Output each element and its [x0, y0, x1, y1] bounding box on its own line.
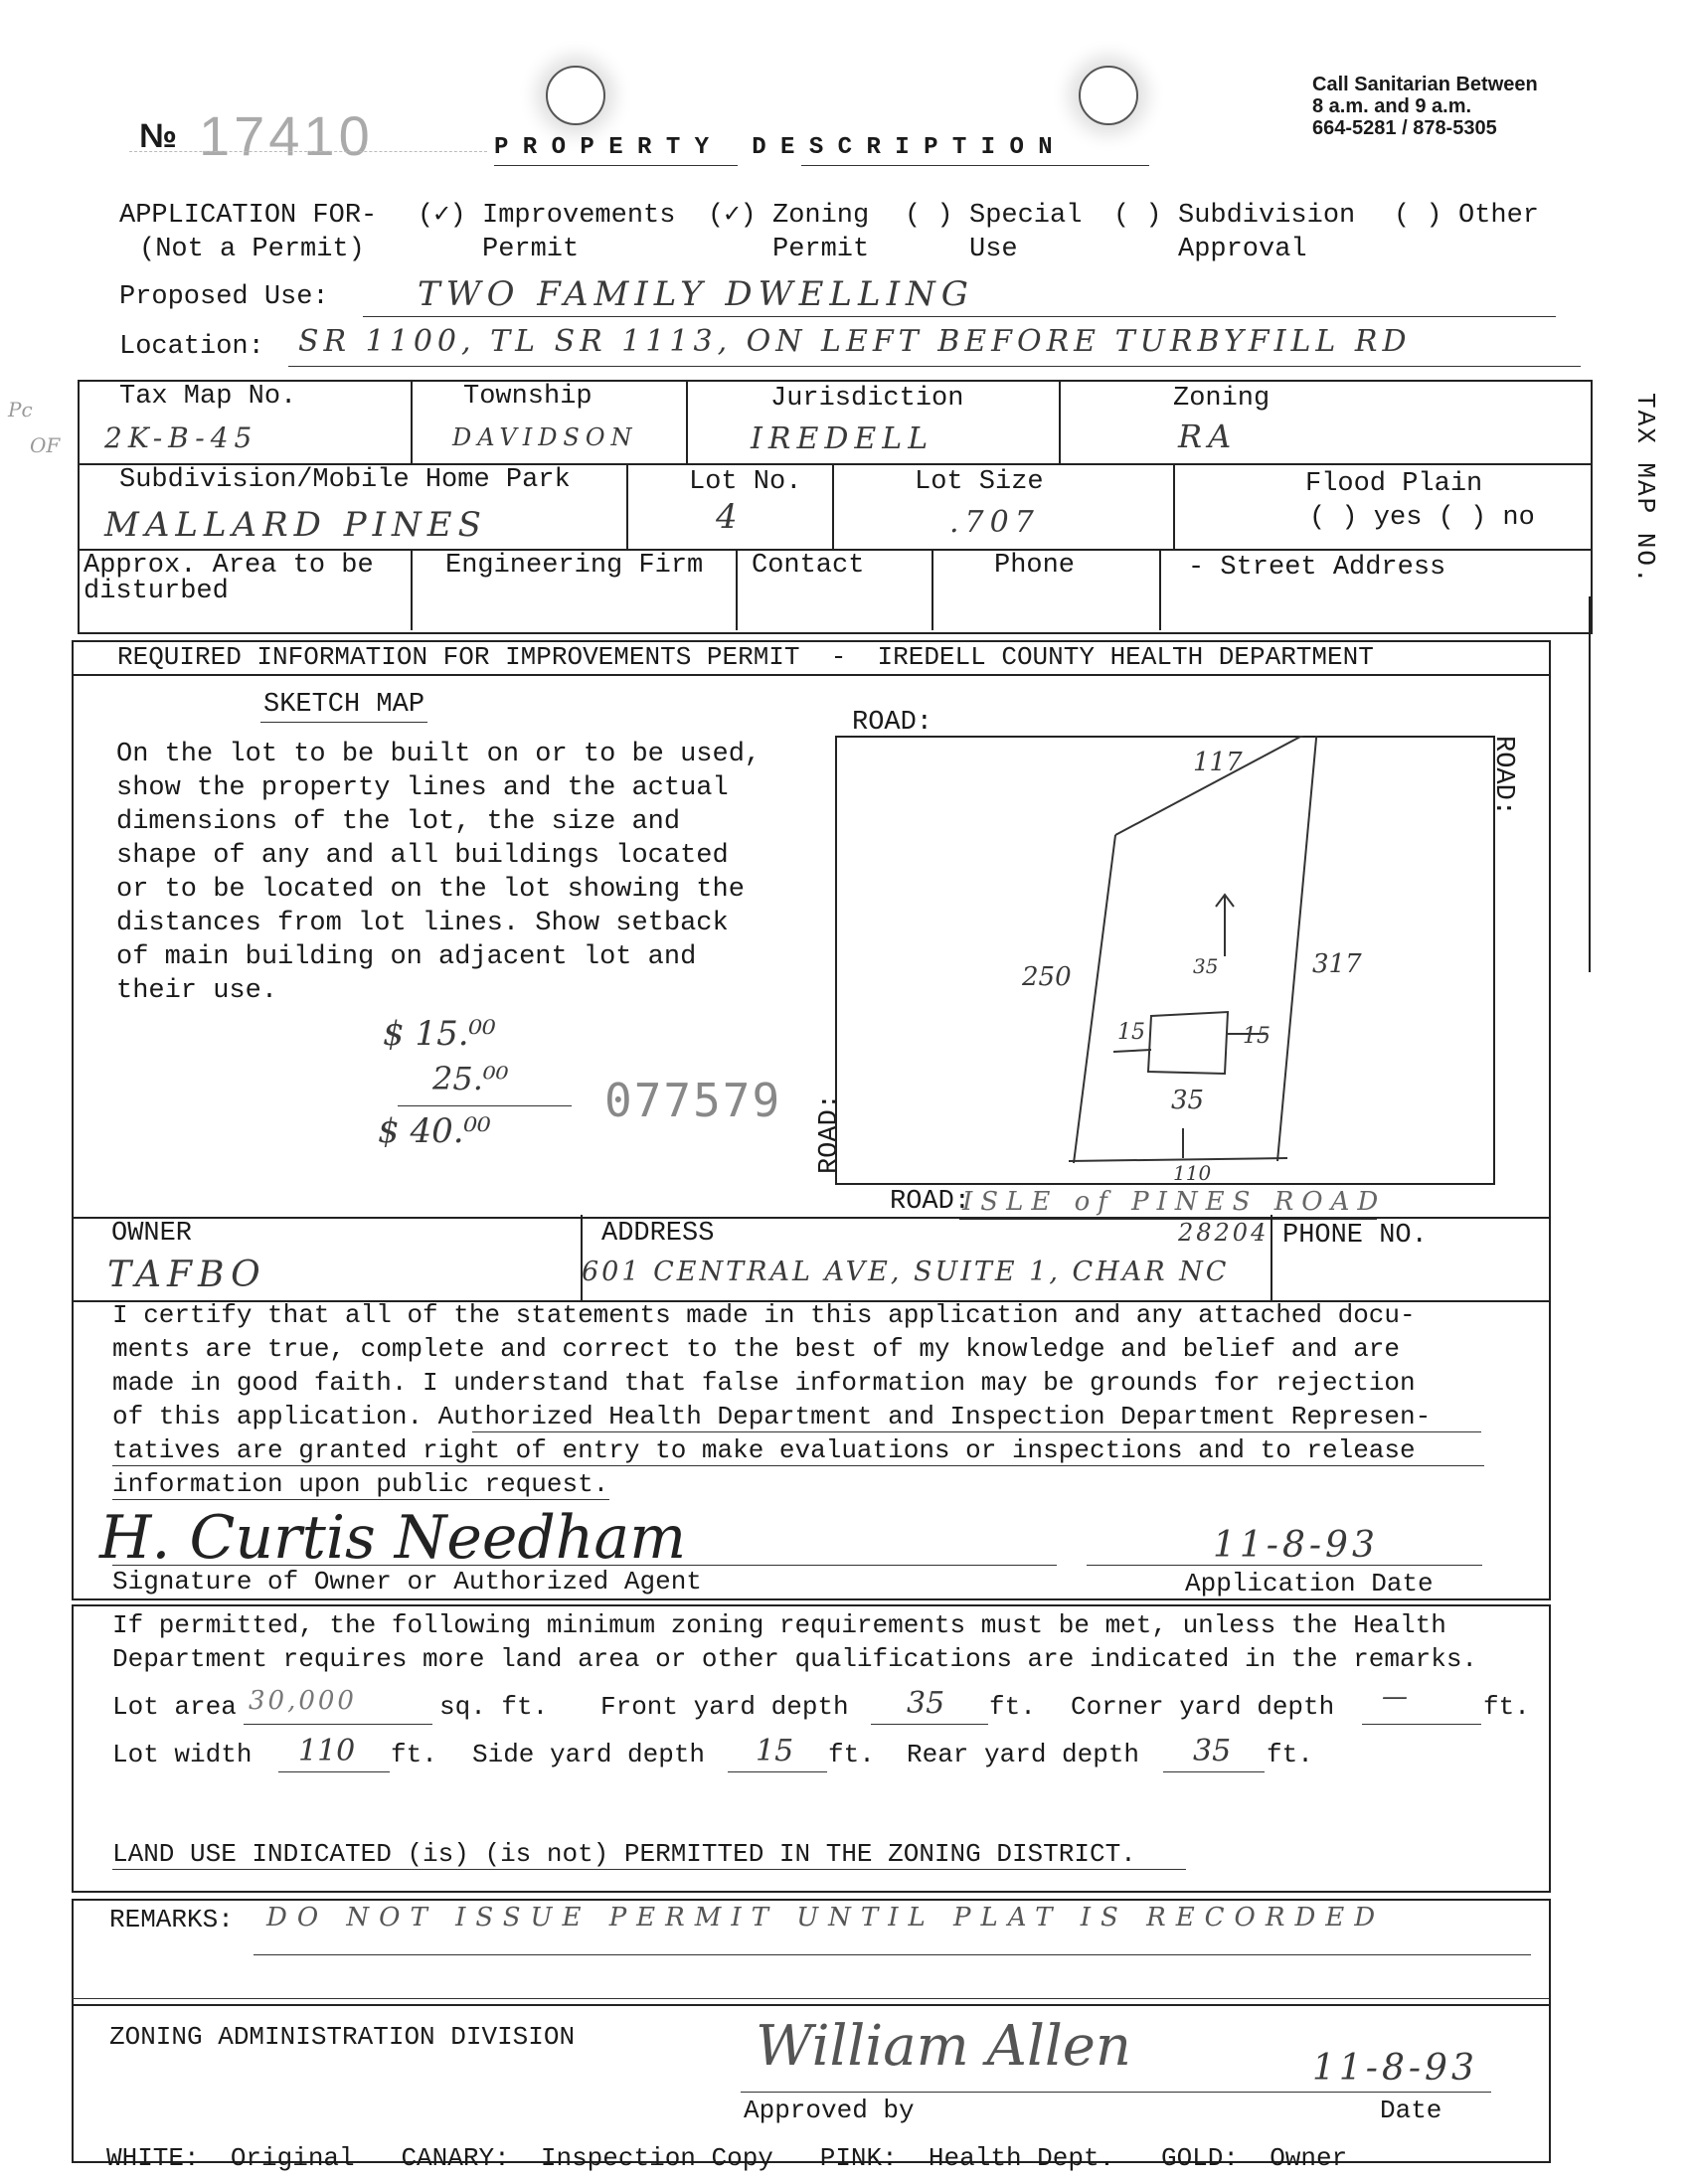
- application-date-value[interactable]: 11-8-93: [1213, 1525, 1379, 1566]
- call-line-1: Call Sanitarian Between: [1312, 74, 1538, 95]
- flood-plain-label: Flood Plain: [1305, 469, 1483, 499]
- date-line: [1087, 1565, 1482, 1566]
- tax-map-side-label: TAX MAP NO.: [1630, 393, 1660, 586]
- rear-yard-line: [1163, 1771, 1265, 1772]
- building-footprint: [1148, 1012, 1228, 1074]
- form-number: 17410: [199, 104, 374, 167]
- contact-label: Contact: [752, 551, 865, 581]
- grid-col-divider-10: [1159, 549, 1161, 630]
- road-left-label: ROAD:: [815, 1093, 845, 1175]
- zoning-intro-2: Department requires more land area or other qualifications are indicated in the remarks.: [112, 1644, 1478, 1674]
- cert-line: of this application. Authorized Health Department and Inspection Department Represen-: [112, 1402, 1432, 1431]
- road-bottom-value[interactable]: ISLE of PINES ROAD: [962, 1187, 1387, 1217]
- location-value[interactable]: SR 1100, TL SR 1113, ON LEFT BEFORE TURBYFILL RD: [298, 324, 1412, 359]
- cert-underline-3: [112, 1499, 609, 1500]
- grid-col-divider-2: [686, 380, 688, 463]
- other-checkbox[interactable]: ( ): [1394, 201, 1442, 231]
- tax-map-value[interactable]: 2K-B-45: [104, 421, 258, 454]
- punch-hole-right: [1079, 66, 1138, 125]
- lot-width-line: [278, 1771, 390, 1772]
- form-title: P R O P E R T Y D E S C R I P T I O N: [494, 134, 1053, 161]
- instruction-line: dimensions of the lot, the size and: [116, 807, 681, 837]
- application-date-label: Application Date: [1185, 1569, 1434, 1598]
- location-label: Location:: [119, 332, 264, 362]
- zoning-district-value[interactable]: RA: [1178, 418, 1238, 455]
- township-value[interactable]: DAVIDSON: [452, 423, 638, 451]
- left-setback-line: [1113, 1050, 1151, 1052]
- owner-signature[interactable]: H. Curtis Needham: [99, 1503, 687, 1573]
- grid-col-divider-7: [411, 549, 413, 630]
- other-label: Other: [1458, 201, 1540, 231]
- side-yard-label: Side yard depth: [472, 1740, 706, 1769]
- subdivision-park-label: Subdivision/Mobile Home Park: [119, 465, 571, 495]
- dim-left: 250: [1022, 962, 1072, 992]
- form-number-symbol: №: [139, 117, 177, 155]
- approved-by-label: Approved by: [744, 2096, 915, 2125]
- sketch-instructions: [116, 738, 761, 1008]
- grid-col-divider-3: [1059, 380, 1061, 463]
- punch-hole-left: [546, 66, 605, 125]
- remarks-divider: [72, 2004, 1549, 2006]
- proposed-use-line: [363, 316, 1556, 317]
- remarks-line-2: [72, 1998, 1549, 1999]
- call-line-3: 664-5281 / 878-5305: [1312, 117, 1497, 139]
- dim-side-right: 15: [1243, 1024, 1270, 1049]
- lot-line-right: [1277, 736, 1317, 1161]
- lot-width-label: Lot width: [112, 1740, 253, 1769]
- header-dashed-line: [129, 151, 487, 152]
- side-yard-line: [728, 1771, 827, 1772]
- land-use-underline: [112, 1869, 1186, 1870]
- dim-front: 35: [1171, 1086, 1205, 1115]
- lot-width-ft-label: ft.: [391, 1740, 437, 1769]
- approval-label: Approval: [1178, 235, 1307, 264]
- application-for-label: APPLICATION FOR-: [119, 201, 378, 231]
- proposed-use-value[interactable]: TWO FAMILY DWELLING: [418, 274, 974, 314]
- flood-plain-options[interactable]: ( ) yes ( ) no: [1309, 503, 1535, 533]
- sketch-map-title-underline: [260, 722, 427, 723]
- road-top-label: ROAD:: [852, 708, 933, 738]
- improvements-label: Improvements: [482, 201, 676, 231]
- sketch-map-title: SKETCH MAP: [263, 690, 425, 720]
- tax-map-side-line: [1589, 596, 1591, 972]
- sq-ft-label: sq. ft.: [439, 1692, 549, 1722]
- grid-col-divider-5: [832, 463, 834, 549]
- jurisdiction-value[interactable]: IREDELL: [751, 421, 934, 456]
- corner-ft-label: ft.: [1483, 1692, 1530, 1722]
- area-disturbed-label-1: Approx. Area to be: [84, 551, 374, 581]
- improvements-checkbox[interactable]: (✓): [418, 201, 466, 231]
- sketch-drawing: [835, 736, 1493, 1183]
- lot-line-left: [1074, 835, 1115, 1163]
- lot-area-label: Lot area: [112, 1692, 237, 1722]
- remarks-label: REMARKS:: [109, 1905, 234, 1934]
- owner-value[interactable]: TAFBO: [107, 1255, 266, 1295]
- area-disturbed-label-2: disturbed: [84, 577, 229, 606]
- owner-label: OWNER: [111, 1219, 193, 1249]
- owner-phone-label: PHONE NO.: [1282, 1221, 1428, 1251]
- road-right-label: ROAD:: [1488, 736, 1518, 817]
- front-yard-line: [871, 1724, 988, 1725]
- fee-2: 25.⁰⁰: [432, 1060, 509, 1097]
- sketch-section-title: REQUIRED INFORMATION FOR IMPROVEMENTS PERMIT - IREDELL COUNTY HEALTH DEPARTMENT: [117, 642, 1374, 672]
- cert-underline-2: [112, 1465, 1484, 1466]
- zoning-permit-label: Permit: [772, 235, 870, 264]
- margin-note-2: OF: [30, 433, 61, 457]
- road-bottom-label: ROAD:: [890, 1187, 971, 1217]
- engineering-firm-label: Engineering Firm: [445, 551, 704, 581]
- approval-line: [741, 2092, 1491, 2093]
- subdivision-label: Subdivision: [1178, 201, 1356, 231]
- title-underline-2: [801, 165, 1149, 166]
- lot-width-value[interactable]: 110: [298, 1734, 356, 1768]
- fee-sum-line: [398, 1105, 572, 1106]
- dim-right: 317: [1312, 949, 1362, 979]
- instruction-line: On the lot to be built on or to be used,: [116, 740, 762, 769]
- rear-yard-value[interactable]: 35: [1193, 1734, 1232, 1768]
- lot-no-value[interactable]: 4: [716, 497, 744, 537]
- rear-ft-label: ft.: [1267, 1740, 1313, 1769]
- zoning-intro-1: If permitted, the following minimum zoning requirements must be met, unless the Health: [112, 1610, 1446, 1640]
- certification-text: [112, 1298, 1431, 1501]
- lot-area-value[interactable]: 30,000: [249, 1686, 357, 1716]
- remarks-value[interactable]: DO NOT ISSUE PERMIT UNTIL PLAT IS RECORDED: [266, 1903, 1386, 1932]
- zoning-label: Zoning: [772, 201, 870, 231]
- street-address-label: - Street Address: [1188, 553, 1446, 583]
- township-label: Township: [463, 382, 593, 412]
- signature-label: Signature of Owner or Authorized Agent: [112, 1567, 702, 1596]
- dim-top: 117: [1193, 748, 1243, 777]
- grid-col-divider-4: [626, 463, 628, 549]
- corner-yard-value[interactable]: —: [1382, 1682, 1408, 1712]
- address-value[interactable]: 601 CENTRAL AVE, SUITE 1, CHAR NC: [582, 1257, 1230, 1287]
- jurisdiction-label: Jurisdiction: [770, 384, 964, 414]
- approval-date-label: Date: [1380, 2096, 1442, 2125]
- special-use-checkbox[interactable]: ( ): [905, 201, 953, 231]
- fee-total: $ 40.⁰⁰: [378, 1111, 491, 1151]
- cert-line: I certify that all of the statements made in this application and any attached docu-: [112, 1300, 1416, 1330]
- sketch-header-divider: [72, 674, 1549, 676]
- lot-size-value[interactable]: .707: [949, 505, 1040, 540]
- instruction-line: of main building on adjacent lot and: [116, 942, 697, 972]
- instruction-line: distances from lot lines. Show setback: [116, 909, 729, 938]
- proposed-use-label: Proposed Use:: [119, 282, 329, 312]
- cert-line: ments are true, complete and correct to the best of my knowledge and belief and are: [112, 1334, 1401, 1364]
- receipt-number: 077579: [604, 1074, 782, 1127]
- not-a-permit-label: (Not a Permit): [139, 235, 365, 264]
- owner-divider-2: [1270, 1215, 1272, 1300]
- instruction-line: or to be located on the lot showing the: [116, 875, 745, 905]
- grid-col-divider-8: [736, 549, 738, 630]
- lot-size-label: Lot Size: [915, 467, 1044, 497]
- grid-col-divider-9: [932, 549, 933, 630]
- use-label: Use: [969, 235, 1018, 264]
- instruction-line: show the property lines and the actual: [116, 773, 729, 803]
- copy-distribution-footer: WHITE: Original CANARY: Inspection Copy PINK: Health Dept. GOLD: Owner: [106, 2143, 1348, 2173]
- fee-1: $ 15.⁰⁰: [383, 1014, 496, 1054]
- subdivision-checkbox[interactable]: ( ): [1113, 201, 1162, 231]
- location-line: [288, 366, 1581, 367]
- side-yard-value[interactable]: 15: [756, 1734, 794, 1768]
- lot-area-line: [244, 1724, 432, 1725]
- front-yard-value[interactable]: 35: [907, 1686, 945, 1721]
- instruction-line: shape of any and all buildings located: [116, 841, 729, 871]
- cert-underline-1: [472, 1431, 1481, 1432]
- subdivision-park-value[interactable]: MALLARD PINES: [104, 505, 487, 545]
- rear-yard-label: Rear yard depth: [907, 1740, 1140, 1769]
- address-label: ADDRESS: [601, 1219, 715, 1249]
- corner-yard-line: [1362, 1724, 1481, 1725]
- cert-line: information upon public request.: [112, 1469, 609, 1499]
- side-ft-label: ft.: [828, 1740, 875, 1769]
- zoning-division-label: ZONING ADMINISTRATION DIVISION: [109, 2022, 576, 2052]
- improvements-permit-label: Permit: [482, 235, 580, 264]
- instruction-line: their use.: [116, 976, 278, 1006]
- cert-line: made in good faith. I understand that false information may be grounds for rejection: [112, 1368, 1416, 1398]
- corner-yard-label: Corner yard depth: [1071, 1692, 1335, 1722]
- zoning-district-label: Zoning: [1173, 384, 1270, 414]
- lot-no-label: Lot No.: [689, 467, 802, 497]
- dim-side-left: 15: [1117, 1020, 1145, 1045]
- dim-bottom: 110: [1173, 1161, 1212, 1185]
- land-use-statement: LAND USE INDICATED (is) (is not) PERMITTED IN THE ZONING DISTRICT.: [112, 1839, 1136, 1869]
- dim-rear: 35: [1193, 954, 1219, 978]
- title-underline-1: [494, 165, 738, 166]
- special-label: Special: [969, 201, 1083, 231]
- tax-map-label: Tax Map No.: [119, 382, 297, 412]
- margin-note-1: Pc: [8, 398, 33, 421]
- front-ft-label: ft.: [989, 1692, 1036, 1722]
- grid-col-divider-1: [411, 380, 413, 463]
- remarks-line-1: [254, 1954, 1531, 1955]
- cert-line: tatives are granted right of entry to make evaluations or inspections and to release: [112, 1435, 1416, 1465]
- grid-col-divider-6: [1173, 463, 1175, 549]
- address-zip[interactable]: 28204: [1178, 1219, 1270, 1247]
- phone-label: Phone: [994, 551, 1076, 581]
- front-yard-label: Front yard depth: [600, 1692, 849, 1722]
- call-line-2: 8 a.m. and 9 a.m.: [1312, 95, 1472, 117]
- approver-signature[interactable]: William Allen: [756, 2014, 1131, 2079]
- approval-date-value[interactable]: 11-8-93: [1312, 2048, 1478, 2089]
- zoning-checkbox[interactable]: (✓): [708, 201, 757, 231]
